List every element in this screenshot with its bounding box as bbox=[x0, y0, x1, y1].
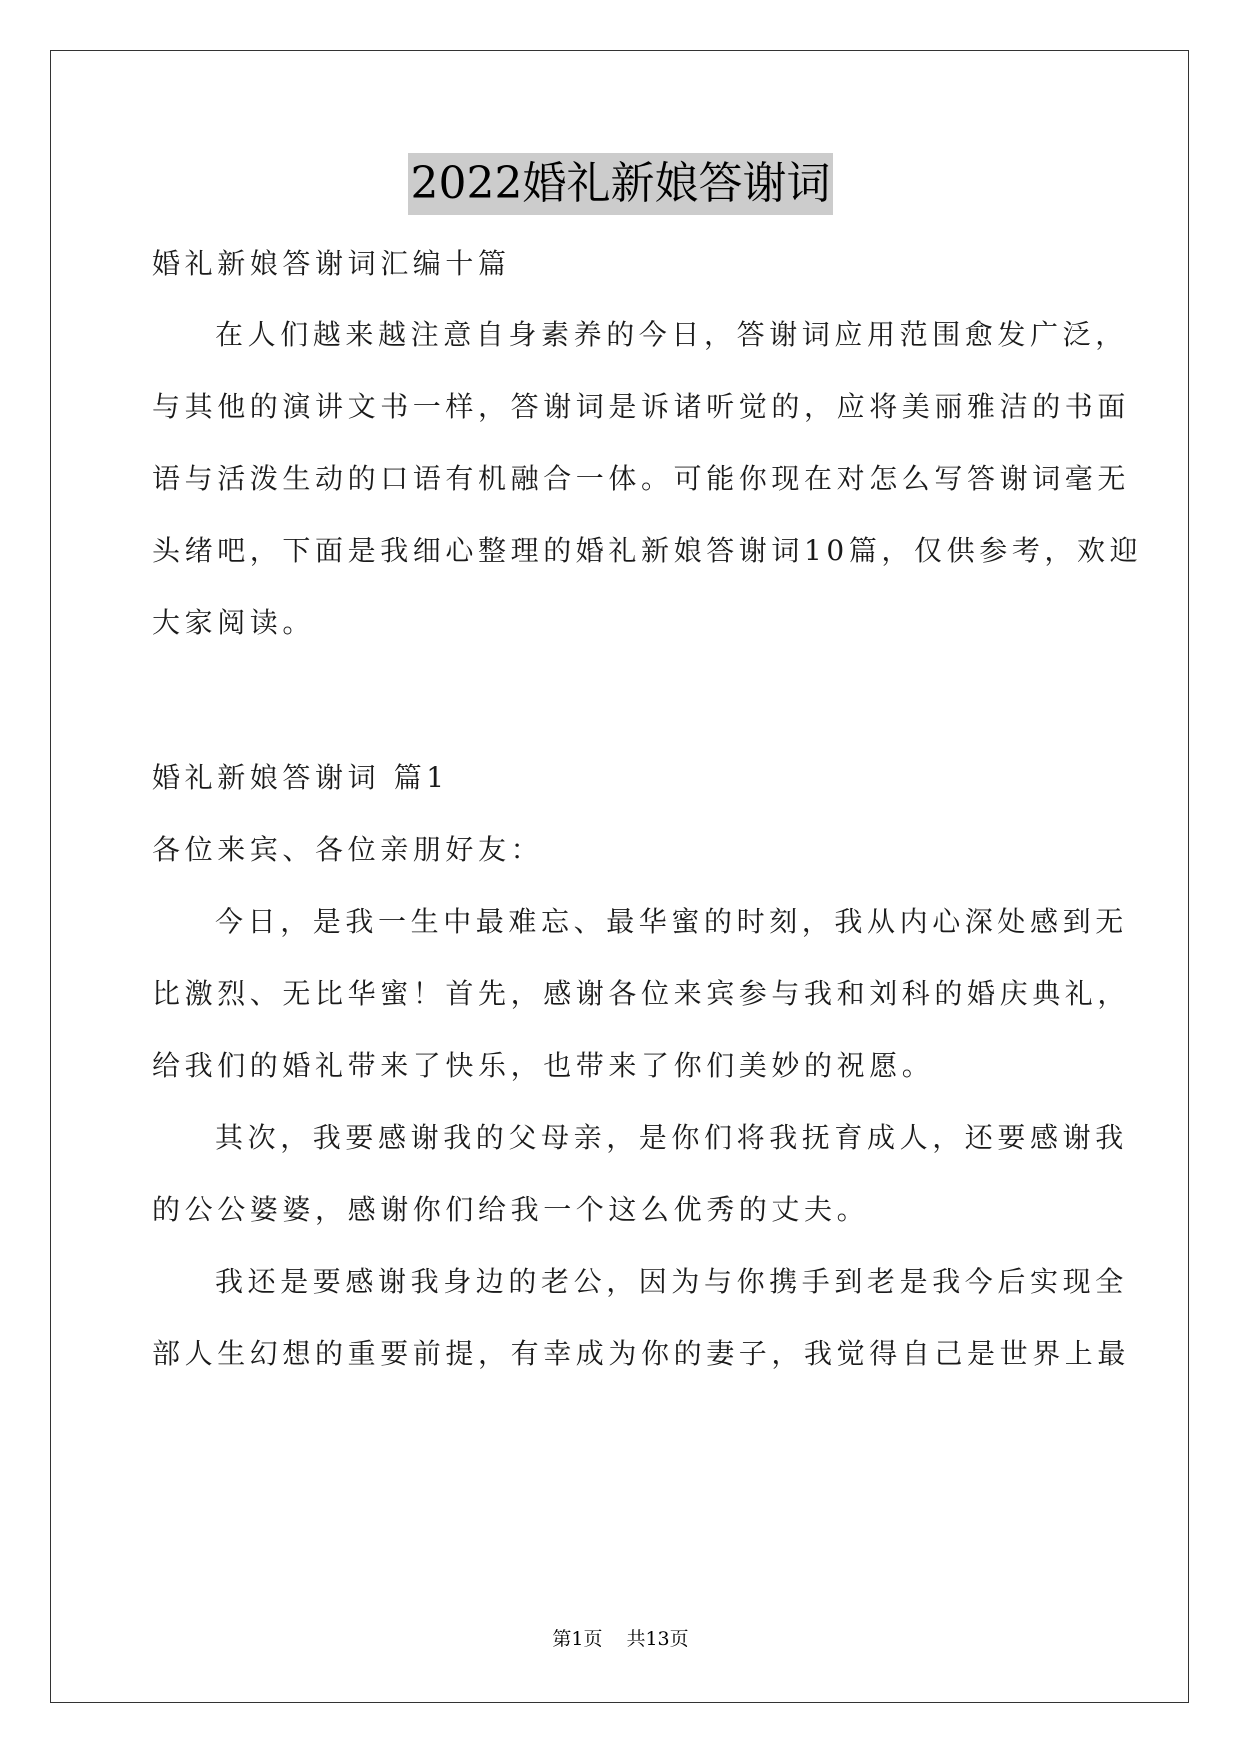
paragraph-line: 的公公婆婆，感谢你们给我一个这么优秀的丈夫。 bbox=[152, 1193, 870, 1226]
intro-line: 语与活泼生动的口语有机融合一体。可能你现在对怎么写答谢词毫无 bbox=[152, 462, 1131, 495]
paragraph-line: 比激烈、无比华蜜！首先，感谢各位来宾参与我和刘科的婚庆典礼， bbox=[152, 977, 1131, 1010]
page-number: 第1页 bbox=[552, 1628, 603, 1650]
paragraph-line: 部人生幻想的重要前提，有幸成为你的妻子，我觉得自己是世界上最 bbox=[152, 1337, 1131, 1370]
page-border bbox=[50, 50, 1189, 1703]
subtitle: 婚礼新娘答谢词汇编十篇 bbox=[152, 247, 511, 280]
intro-line: 大家阅读。 bbox=[152, 606, 316, 639]
paragraph-line: 今日，是我一生中最难忘、最华蜜的时刻，我从内心深处感到无 bbox=[215, 905, 1128, 938]
paragraph-line: 我还是要感谢我身边的老公，因为与你携手到老是我今后实现全 bbox=[215, 1265, 1128, 1298]
section-heading: 婚礼新娘答谢词 篇1 bbox=[152, 761, 449, 794]
salutation: 各位来宾、各位亲朋好友： bbox=[152, 833, 544, 866]
page-footer bbox=[0, 1627, 1241, 1651]
intro-line: 头绪吧，下面是我细心整理的婚礼新娘答谢词10篇，仅供参考，欢迎 bbox=[152, 534, 1143, 567]
paragraph-line: 其次，我要感谢我的父母亲，是你们将我抚育成人，还要感谢我 bbox=[215, 1121, 1128, 1154]
document-title: 2022婚礼新娘答谢词 bbox=[408, 153, 834, 215]
intro-line: 与其他的演讲文书一样，答谢词是诉诸听觉的，应将美丽雅洁的书面 bbox=[152, 390, 1131, 423]
page-total: 共13页 bbox=[626, 1628, 689, 1650]
title-container bbox=[0, 153, 1241, 215]
paragraph-line: 给我们的婚礼带来了快乐，也带来了你们美妙的祝愿。 bbox=[152, 1049, 935, 1082]
intro-line: 在人们越来越注意自身素养的今日，答谢词应用范围愈发广泛， bbox=[215, 318, 1128, 351]
